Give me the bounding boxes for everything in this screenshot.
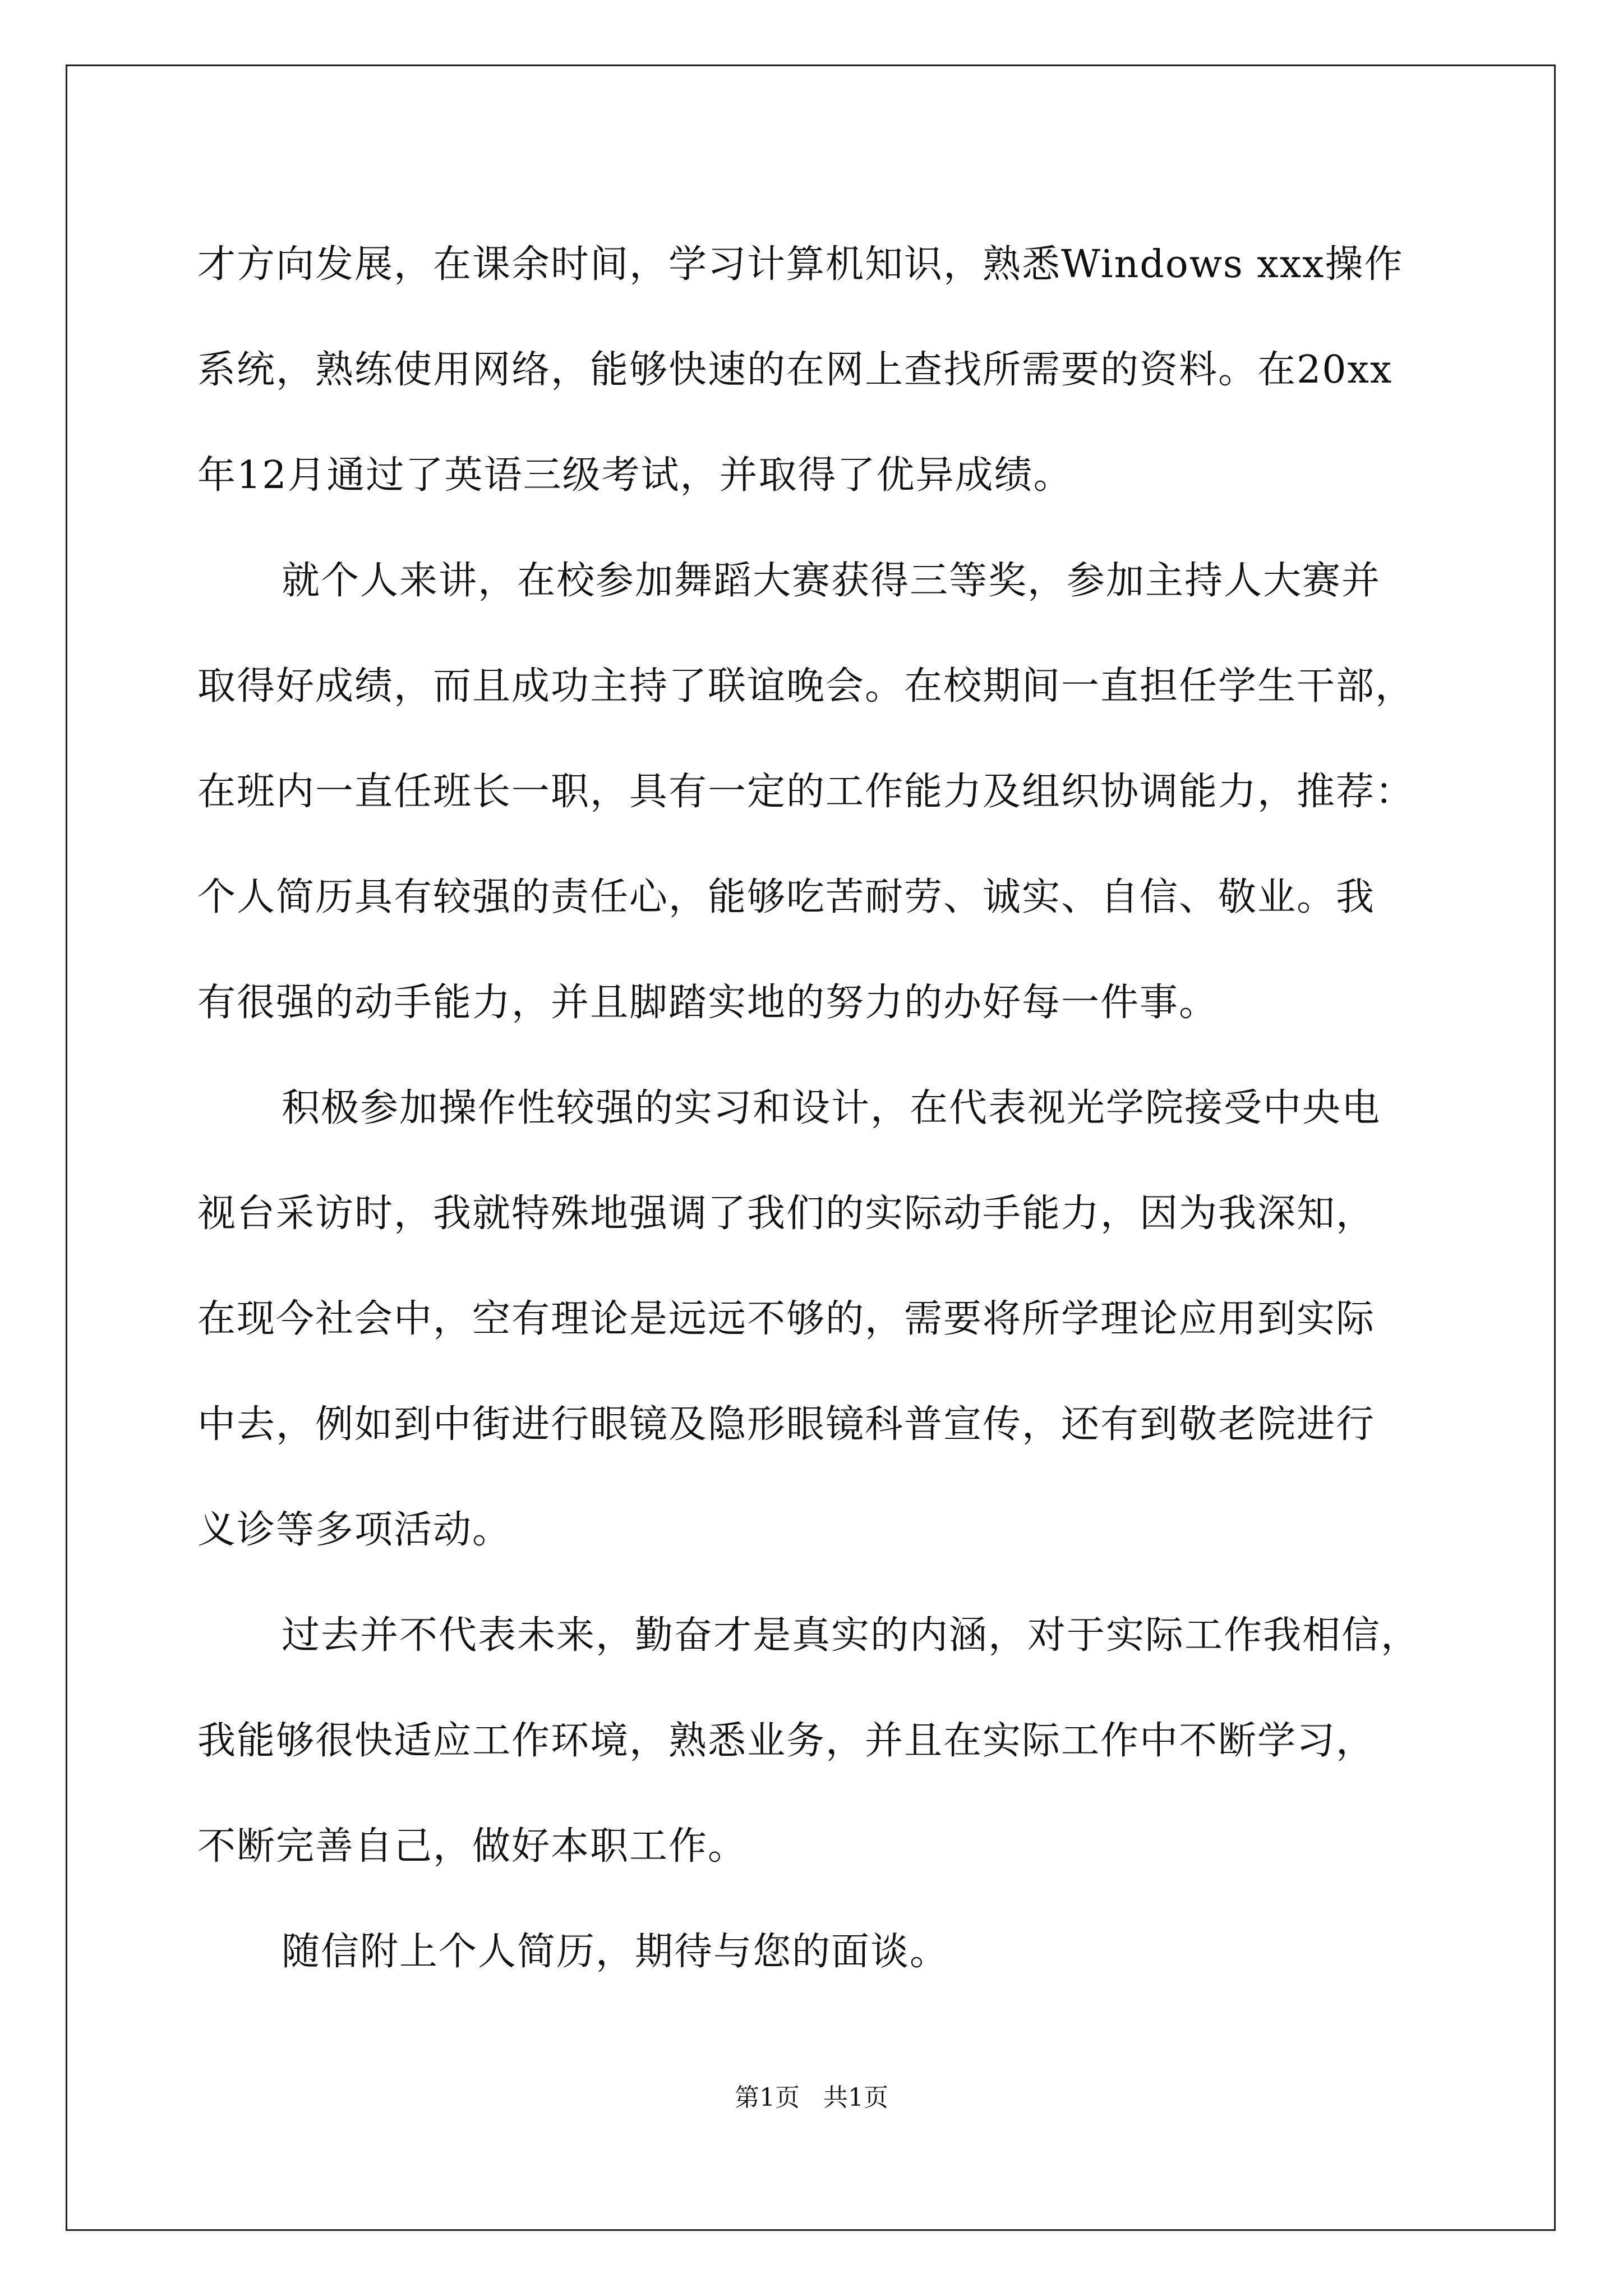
text-line: 随信附上个人简历，期待与您的面谈。 [282,1930,949,1974]
text-line: 系统，熟练使用网络，能够快速的在网上查找所需要的资料。在20xx [197,348,1393,392]
page-footer: 第1页 共1页 [735,2083,888,2112]
text-line: 个人简历具有较强的责任心，能够吃苦耐劳、诚实、自信、敬业。我 [197,875,1376,919]
text-line: 视台采访时，我就特殊地强调了我们的实际动手能力，因为我深知， [197,1191,1376,1236]
text-line: 义诊等多项活动。 [197,1508,512,1552]
text-line: 才方向发展，在课余时间，学习计算机知识，熟悉Windows xxx操作 [197,242,1404,287]
text-line: 年12月通过了英语三级考试，并取得了优异成绩。 [197,453,1073,498]
text-line: 取得好成绩，而且成功主持了联谊晚会。在校期间一直担任学生干部， [197,664,1415,708]
text-line: 不断完善自己，做好本职工作。 [197,1824,748,1869]
text-line: 在班内一直任班长一职，具有一定的工作能力及组织协调能力，推荐： [197,770,1415,814]
document-body [197,212,1440,2005]
text-line: 就个人来讲，在校参加舞蹈大赛获得三等奖，参加主持人大赛并 [282,559,1381,603]
text-line: 在现今社会中，空有理论是远远不够的，需要将所学理论应用到实际 [197,1297,1376,1341]
text-line: 积极参加操作性较强的实习和设计，在代表视光学院接受中央电 [282,1086,1381,1130]
text-line: 过去并不代表未来，勤奋才是真实的内涵，对于实际工作我相信， [282,1613,1421,1658]
text-line: 我能够很快适应工作环境，熟悉业务，并且在实际工作中不断学习， [197,1719,1376,1763]
text-line: 有很强的动手能力，并且脚踏实地的努力的办好每一件事。 [197,981,1219,1025]
text-line: 中去，例如到中街进行眼镜及隐形眼镜科普宣传，还有到敬老院进行 [197,1402,1376,1447]
